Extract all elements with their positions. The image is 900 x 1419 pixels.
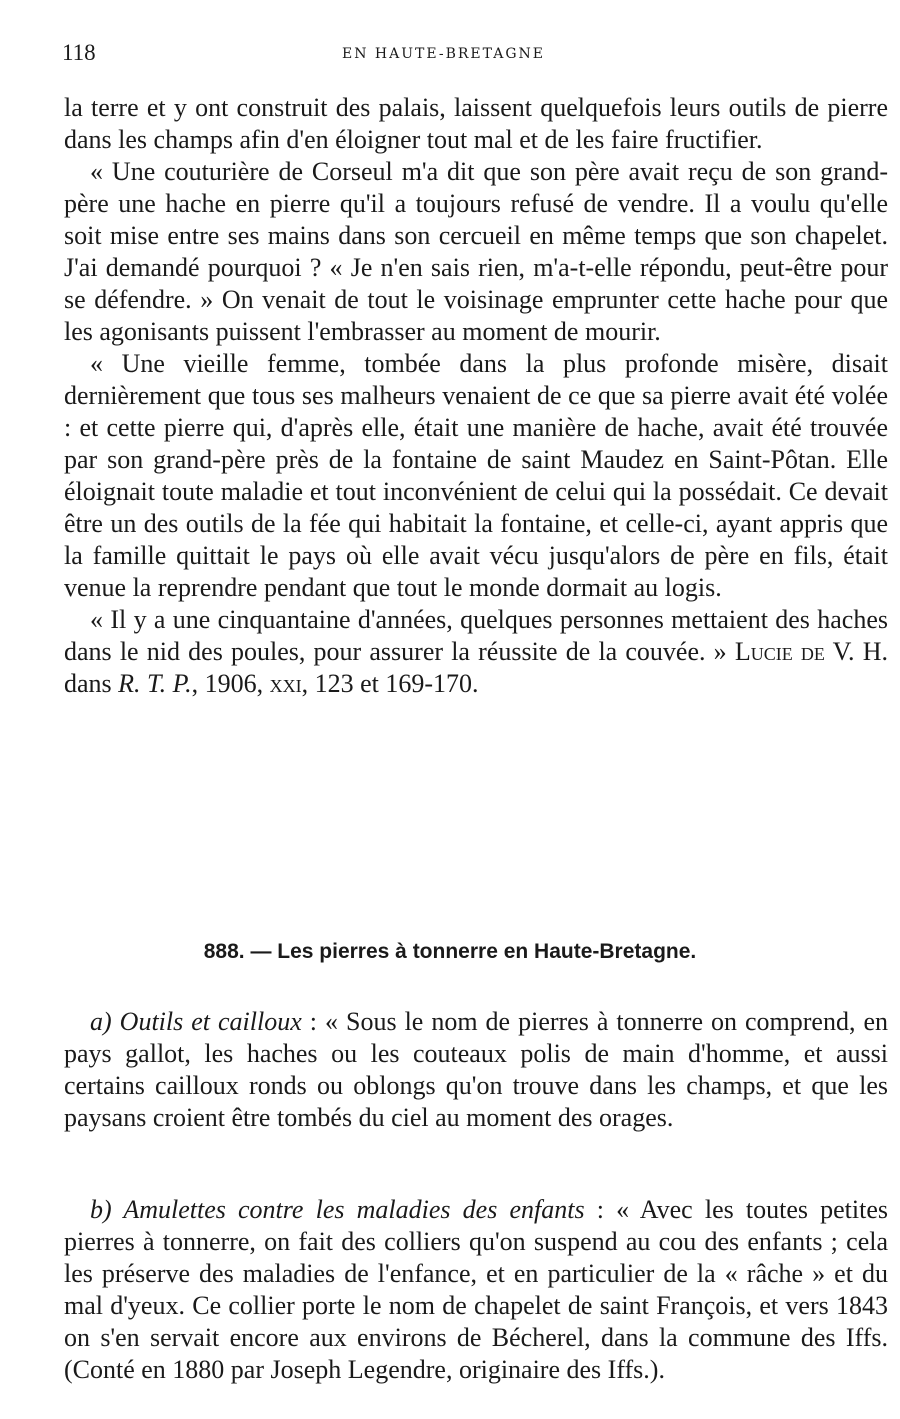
citation-end: , 1906, [191, 669, 270, 698]
subsection-a [64, 1006, 888, 1134]
paragraph-vieille-femme: « Une vieille femme, tombée dans la plus profonde misère, disait dernièrement que tous ses malheurs venaient de ce que sa pierre avait été volée : et cette pierre qui, d'après elle, était une manière de hache, avait été trouvée par son grand-père près de la fontaine de saint Maudez en Saint-Pôtan. Elle éloignait toute maladie et tout inconvénient de celui qui la possédait. Ce devait être un des outils de la fée qui habitait la fontaine, et celle-ci, ayant appris que la famille quittait le pays où elle avait vécu jusqu'alors de père en fils, était venue la reprendre pendant que tout le monde dormait au logis. [64, 349, 888, 602]
citation-pages: , 123 et 169-170. [301, 669, 479, 698]
page-header [62, 40, 888, 74]
subsection-b-label: b) [90, 1195, 124, 1224]
citation-volume: xxi [269, 669, 302, 698]
citation-journal: R. T. P. [118, 669, 192, 698]
subsection-b-body: : « Avec les toutes petites pierres à tonnerre, on fait des colliers qu'on suspend au cou des enfants ; cela les préserve des maladies de l'enfance, et en particulier de la « râche » et du mal d'yeux. Ce collier porte le nom de chapelet de saint François, et vers 1843 on s'en servait encore aux environs de Bécherel, dans la commune des Iffs. (Conté en 1880 par Joseph Legendre, originaire des Iffs.). [64, 1195, 889, 1384]
paragraph-couturiere: « Une couturière de Corseul m'a dit que son père avait reçu de son grand-père une hache en pierre qu'il a toujours refusé de vendre. Il a voulu qu'elle soit mise entre ses mains dans son cercueil en même temps que son chapelet. J'ai demandé pourquoi ? « Je n'en sais rien, m'a-t-elle répondu, peut-être pour se défendre. » On venait de tout le voisinage emprunter cette hache pour que les agonisants puissent l'embrasser au moment de mourir. [64, 157, 888, 346]
paragraph-poules-text: « Il y a une cinquantaine d'années, quelques personnes mettaient des haches dans le nid des poules, pour assurer la réussite de la couvée. » [64, 605, 888, 666]
body-text [64, 92, 888, 700]
page-number: 118 [62, 40, 96, 65]
section-heading: 888. — Les pierres à tonnerre en Haute-Bretagne. [203, 940, 697, 963]
subsection-a-body: : « Sous le nom de pierres à tonnerre on comprend, en pays gallot, les haches ou les couteaux polis de main d'homme, et aussi certains cailloux ronds ou oblongs qu'on trouve dans les champs, et que les paysans croient être tombés du ciel au moment des orages. [64, 1007, 888, 1132]
subsection-b-title: Amulettes contre les maladies des enfants [123, 1195, 585, 1224]
subsection-b-paragraph [64, 1194, 888, 1386]
paragraph-continued: la terre et y ont construit des palais, laissent quelquefois leurs outils de pierre dans les champs afin d'en éloigner tout mal et de les faire fructifier. [64, 93, 888, 154]
citation-author: Lucie de [734, 637, 825, 666]
running-title: EN HAUTE-BRETAGNE [342, 46, 545, 62]
subsection-a-label: a) [90, 1007, 120, 1036]
subsection-a-title: Outils et cailloux [119, 1007, 302, 1036]
citation-rest: V. H. dans [64, 637, 889, 698]
subsection-a-paragraph [64, 1006, 888, 1134]
subsection-b [64, 1194, 888, 1386]
paragraph-poules [64, 604, 888, 700]
